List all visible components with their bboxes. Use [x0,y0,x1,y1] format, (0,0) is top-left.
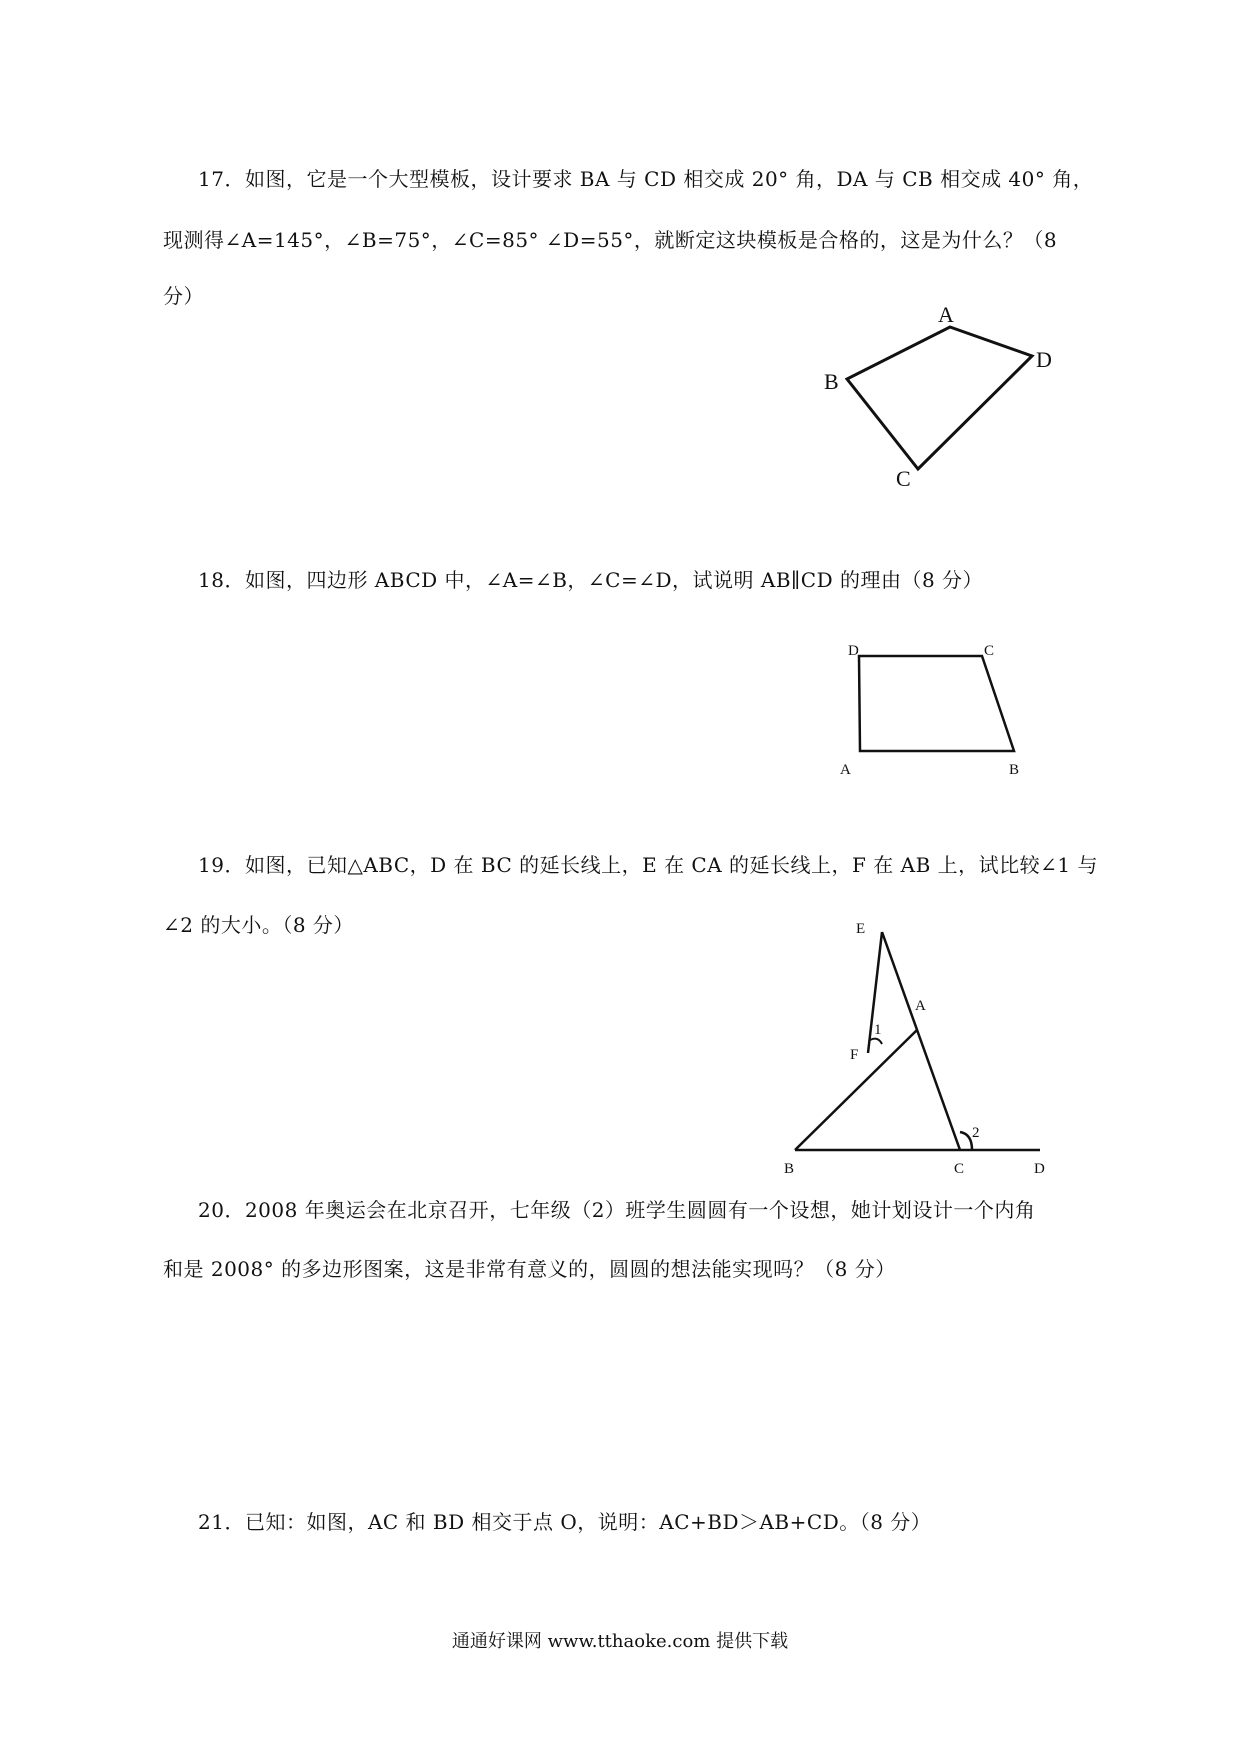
q18-label-b: B [1009,762,1020,778]
q21-text-line-1: 21．已知：如图，AC 和 BD 相交于点 O，说明：AC+BD＞AB+CD。（8 分） [198,1510,932,1534]
q20-text-line-2: 和是 2008° 的多边形图案，这是非常有意义的，圆圆的想法能实现吗？（8 分） [163,1257,896,1281]
q17-text-line-1: 17．如图，它是一个大型模板，设计要求 BA 与 CD 相交成 20° 角，DA 与 CB 相交成 40° 角， [198,167,1094,191]
q19-triangle-figure [780,910,1060,1180]
q18-trapezoid-figure [830,630,1040,790]
q19-label-d: D [1034,1161,1045,1177]
q19-segment-ec [882,932,960,1150]
q17-label-c: C [896,466,911,491]
q17-label-b: B [824,369,839,394]
q18-label-d: D [848,643,859,659]
q17-label-d: D [1036,347,1052,372]
q19-angle-2-arc [960,1132,972,1150]
q19-text-line-1: 19．如图，已知△ABC，D 在 BC 的延长线上，E 在 CA 的延长线上，F 在 AB 上，试比较∠1 与 [198,853,1098,877]
q20-text-line-1: 20．2008 年奥运会在北京召开，七年级（2）班学生圆圆有一个设想，她计划设计一个内角 [198,1198,1036,1222]
q17-quadrilateral-figure [810,290,1070,500]
q19-label-angle-1: 1 [874,1022,882,1038]
q19-label-c: C [954,1161,965,1177]
q18-trapezoid-shape [859,656,1014,751]
page-footer: 通通好课网 www.tthaoke.com 提供下载 [451,1631,789,1652]
q18-label-a: A [840,762,851,778]
q19-label-angle-2: 2 [972,1125,980,1141]
q18-label-c: C [984,643,995,659]
q17-label-a: A [938,302,954,327]
q19-angle-1-arc [870,1039,882,1044]
q19-text-line-2: ∠2 的大小。（8 分） [163,913,354,937]
q19-label-a: A [915,998,926,1014]
q19-label-b: B [784,1161,795,1177]
q17-quadrilateral-shape [847,327,1032,469]
q19-label-e: E [856,921,866,937]
q17-text-line-2: 现测得∠A=145°，∠B=75°，∠C=85° ∠D=55°，就断定这块模板是合格的，这是为什么？（8 [163,228,1058,252]
q18-text-line-1: 18．如图，四边形 ABCD 中，∠A=∠B，∠C=∠D，试说明 AB∥CD 的理由（8 分） [198,568,984,592]
q17-text-line-3: 分） [163,284,204,308]
q19-label-f: F [850,1047,859,1063]
